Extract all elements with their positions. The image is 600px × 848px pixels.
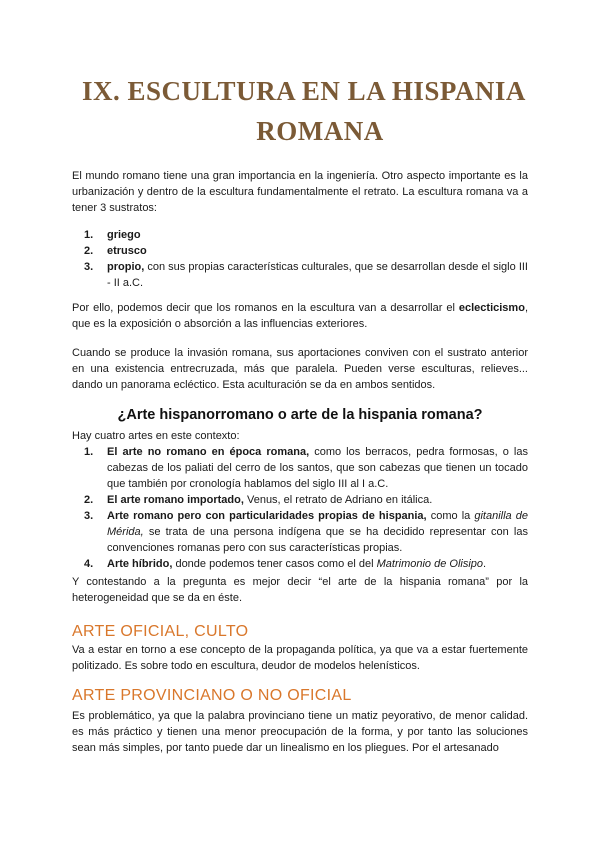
invasion-paragraph: Cuando se produce la invasión romana, sus aportaciones conviven con el sustrato anterior en una existencia entrecruzada, más que paralela. Pueden verse esculturas, relieves... dando un panorama ecléctico. Esta aculturación se da en ambos sentidos. — [72, 347, 528, 391]
list-item: 1. El arte no romano en época romana, como los berracos, pedra formosas, o las cabezas de los paliati del cerro de los santos, que son cabezas que tienen un tocado que también por cronología hablamos del siglo III al I a.C. — [84, 446, 528, 490]
eclecticismo-paragraph: Por ello, podemos decir que los romanos en la escultura van a desarrollar el eclecticismo, que es la exposición o absorción a las influencias exteriores. — [72, 302, 528, 330]
conclusion-paragraph: Y contestando a la pregunta es mejor decir “el arte de la hispania romana” por la heterogeneidad que se da en éste. — [72, 576, 528, 604]
intro-paragraph: El mundo romano tiene una gran importancia en la ingeniería. Otro aspecto importante es la urbanización y dentro de la escultura fundamentalmente el retrato. La escultura romana va a tener 3 sustratos: — [72, 170, 528, 214]
oficial-paragraph: Va a estar en torno a ese concepto de la propaganda política, ya que va a estar fuertemente politizado. Es sobre todo en escultura, deudor de modelos helenísticos. — [72, 644, 528, 672]
list-item: 4. Arte híbrido, donde podemos tener casos como el del Matrimonio de Olisipo. — [84, 558, 487, 570]
chapter-title-line1: IX. ESCULTURA EN LA HISPANIA — [82, 76, 526, 106]
provinciano-paragraph: Es problemático, ya que la palabra provinciano tiene un matiz peyorativo, de menor calidad. es más práctico y tienen una menor preocupación de la forma, y por tanto las soluciones sean más simples, por tanto puede dar un linealismo en los pliegues. Por el artesanado — [72, 710, 528, 754]
sustratos-list — [84, 227, 528, 291]
cuatro-artes-intro: Hay cuatro artes en este contexto: — [72, 430, 240, 442]
artes-list — [84, 444, 528, 572]
list-item: 2. etrusco — [84, 245, 147, 257]
section-heading-question: ¿Arte hispanorromano o arte de la hispania romana? — [117, 407, 483, 423]
list-item: 1. griego — [84, 229, 141, 241]
list-item: 2. El arte romano importado, Venus, el retrato de Adriano en itálica. — [84, 494, 433, 506]
section-heading-oficial: ARTE OFICIAL, CULTO — [72, 623, 249, 640]
list-item: 3. Arte romano pero con particularidades propias de hispania, como la gitanilla de Mérida, se trata de una persona indígena que se ha decidido representar con las convenciones romanas pero con sus características propias. — [84, 510, 528, 554]
list-item: 3. propio, con sus propias características culturales, que se desarrollan desde el siglo III - II a.C. — [84, 261, 528, 289]
chapter-title-line2: ROMANA — [256, 116, 384, 146]
section-heading-provinciano: ARTE PROVINCIANO O NO OFICIAL — [72, 687, 352, 704]
